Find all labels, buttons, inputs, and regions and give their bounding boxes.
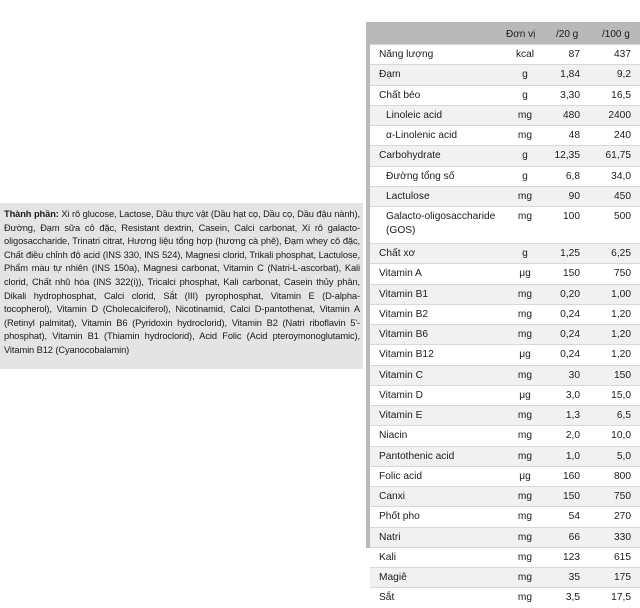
nutrient-unit: mg xyxy=(517,551,533,563)
nutrient-value-20g: 100 xyxy=(563,211,580,222)
nutrient-value-20g: 54 xyxy=(568,511,580,523)
nutrient-value-20g: 2,0 xyxy=(565,430,580,442)
nutrient-name: Vitamin B1 xyxy=(379,288,429,300)
ingredients-block xyxy=(0,203,363,369)
nutrient-unit: mg xyxy=(517,450,533,462)
nutrient-unit: mg xyxy=(517,410,533,421)
nutrition-row xyxy=(370,263,640,283)
nutrient-unit: μg xyxy=(519,268,531,280)
nutrient-name: Canxi xyxy=(379,491,406,502)
nutrition-header xyxy=(366,22,640,44)
header-per20: /20 g xyxy=(556,29,579,40)
nutrient-value-100g: 2400 xyxy=(608,109,631,121)
nutrition-row xyxy=(370,304,640,324)
nutrient-value-20g: 3,0 xyxy=(565,389,580,401)
nutrition-row xyxy=(370,186,640,206)
nutrient-value-100g: 1,00 xyxy=(611,288,631,300)
nutrient-unit: mg xyxy=(517,288,533,300)
nutrient-unit: g xyxy=(522,89,528,101)
nutrient-value-20g: 1,0 xyxy=(565,450,580,462)
nutrient-value-100g: 9,2 xyxy=(616,69,631,81)
nutrient-value-20g: 150 xyxy=(563,268,580,280)
nutrient-value-100g: 270 xyxy=(614,511,631,523)
nutrient-value-20g: 123 xyxy=(563,551,580,563)
nutrient-value-20g: 1,84 xyxy=(560,69,580,81)
nutrient-unit: g xyxy=(522,150,528,162)
nutrient-value-20g: 48 xyxy=(568,130,580,141)
nutrient-name: Vitamin E xyxy=(379,410,423,421)
nutrient-unit: μg xyxy=(519,389,531,401)
nutrition-row xyxy=(370,85,640,105)
header-unit: Đơn vị xyxy=(506,29,536,40)
nutrition-row xyxy=(370,365,640,385)
nutrient-value-20g: 3,5 xyxy=(565,592,580,604)
nutrient-name: Niacin xyxy=(379,430,408,442)
nutrient-value-20g: 90 xyxy=(568,190,580,202)
nutrient-name: Lactulose xyxy=(386,190,430,202)
nutrient-value-20g: 12,35 xyxy=(554,150,580,162)
nutrient-value-20g: 160 xyxy=(563,470,580,482)
nutrition-row xyxy=(370,527,640,547)
nutrient-value-100g: 175 xyxy=(614,572,631,583)
nutrient-value-20g: 1,3 xyxy=(565,410,580,421)
nutrient-name: Đạm xyxy=(379,69,401,81)
nutrition-row xyxy=(370,166,640,186)
nutrient-value-100g: 800 xyxy=(614,470,631,482)
nutrient-unit: mg xyxy=(517,329,533,340)
nutrient-value-100g: 750 xyxy=(614,491,631,502)
nutrient-unit: mg xyxy=(517,592,533,604)
nutrient-value-100g: 450 xyxy=(614,190,631,202)
header-per100: /100 g xyxy=(602,29,630,40)
nutrient-unit: g xyxy=(522,69,528,81)
nutrient-unit: mg xyxy=(517,531,533,543)
nutrient-value-20g: 0,24 xyxy=(560,349,580,361)
nutrient-name: Linoleic acid xyxy=(386,109,443,121)
nutrition-panel xyxy=(366,22,640,604)
nutrient-unit: mg xyxy=(517,109,533,121)
nutrient-name: Vitamin B2 xyxy=(379,308,429,320)
nutrient-value-20g: 3,30 xyxy=(560,89,580,101)
nutrient-unit: mg xyxy=(517,211,533,222)
nutrient-name: Chất béo xyxy=(379,89,421,101)
nutrient-value-20g: 0,24 xyxy=(560,308,580,320)
nutrient-unit: mg xyxy=(517,308,533,320)
nutrition-row xyxy=(370,344,640,364)
nutrient-name: Chất xơ xyxy=(379,248,416,259)
nutrition-row xyxy=(370,466,640,486)
nutrient-value-20g: 150 xyxy=(563,491,580,502)
nutrition-row xyxy=(370,64,640,84)
nutrient-name: Magiê xyxy=(379,572,407,583)
nutrient-value-20g: 0,24 xyxy=(560,329,580,340)
nutrient-value-100g: 10,0 xyxy=(611,430,631,442)
nutrient-value-20g: 87 xyxy=(568,49,580,60)
nutrient-value-100g: 500 xyxy=(614,211,631,222)
nutrient-value-100g: 615 xyxy=(614,551,631,563)
nutrient-name: Natri xyxy=(379,531,401,543)
nutrient-value-100g: 61,75 xyxy=(605,150,631,162)
nutrient-value-100g: 1,20 xyxy=(611,308,631,320)
nutrient-name: Folic acid xyxy=(379,470,423,482)
nutrient-unit: mg xyxy=(517,369,533,381)
nutrient-name: Vitamin B6 xyxy=(379,329,429,340)
nutrition-row xyxy=(370,446,640,466)
nutrient-unit: mg xyxy=(517,491,533,502)
nutrient-unit: mg xyxy=(517,190,533,202)
nutrient-unit: g xyxy=(522,170,528,182)
nutrient-value-100g: 330 xyxy=(614,531,631,543)
nutrient-unit: mg xyxy=(517,430,533,442)
nutrient-unit: g xyxy=(522,248,528,259)
nutrient-name: Năng lượng xyxy=(379,49,434,60)
nutrient-value-100g: 1,20 xyxy=(611,349,631,361)
nutrition-table xyxy=(370,44,640,608)
nutrient-unit: mg xyxy=(517,511,533,523)
nutrient-unit: kcal xyxy=(515,49,535,60)
nutrient-name: Vitamin C xyxy=(379,369,423,381)
nutrition-row xyxy=(370,145,640,165)
nutrient-name: Vitamin A xyxy=(379,268,422,280)
nutrient-value-100g: 437 xyxy=(614,49,631,60)
nutrition-row xyxy=(370,105,640,125)
nutrient-value-100g: 34,0 xyxy=(611,170,631,182)
nutrient-name: Phốt pho xyxy=(379,511,420,523)
nutrition-row xyxy=(370,506,640,526)
nutrient-value-20g: 6,8 xyxy=(565,170,580,182)
nutrition-row xyxy=(370,385,640,405)
nutrient-name: Vitamin B12 xyxy=(379,349,434,361)
nutrient-value-100g: 17,5 xyxy=(611,592,631,604)
nutrition-row xyxy=(370,125,640,145)
nutrient-value-100g: 150 xyxy=(614,369,631,381)
nutrition-row xyxy=(370,284,640,304)
nutrition-row xyxy=(370,587,640,607)
nutrient-name: Galacto-oligosaccharide (GOS) xyxy=(386,211,496,236)
nutrient-unit: μg xyxy=(519,349,531,361)
nutrition-row xyxy=(370,44,640,64)
nutrition-row xyxy=(370,324,640,344)
nutrient-name: α-Linolenic acid xyxy=(386,130,458,141)
nutrition-row xyxy=(370,567,640,587)
nutrient-value-100g: 16,5 xyxy=(611,89,631,101)
nutrient-value-20g: 480 xyxy=(563,109,580,121)
nutrient-unit: mg xyxy=(517,130,533,141)
nutrient-value-20g: 35 xyxy=(568,572,580,583)
nutrition-row xyxy=(370,425,640,445)
nutrition-row xyxy=(370,206,640,243)
nutrient-value-100g: 6,5 xyxy=(616,410,631,421)
ingredients-label: Thành phần: xyxy=(4,209,59,219)
nutrient-unit: mg xyxy=(517,572,533,583)
nutrition-row xyxy=(370,405,640,425)
nutrient-value-20g: 0,20 xyxy=(560,288,580,300)
nutrient-value-100g: 240 xyxy=(614,130,631,141)
nutrient-name: Kali xyxy=(379,551,396,563)
nutrient-name: Sắt xyxy=(379,592,395,604)
nutrient-name: Carbohydrate xyxy=(379,150,441,162)
nutrition-row xyxy=(370,547,640,567)
nutrient-value-100g: 1,20 xyxy=(611,329,631,340)
nutrition-row xyxy=(370,243,640,263)
nutrient-value-20g: 66 xyxy=(568,531,580,543)
nutrient-value-100g: 15,0 xyxy=(611,389,631,401)
nutrient-value-20g: 30 xyxy=(568,369,580,381)
nutrient-value-20g: 1,25 xyxy=(560,248,580,259)
nutrient-name: Vitamin D xyxy=(379,389,423,401)
ingredients-text: Xi rô glucose, Lactose, Dầu thực vật (Dầu hạt cọ, Dầu cọ, Dầu đậu nành), Đường, Đạm sữa cô đặc, Resistant dextrin, Casein, Calci carbonat, Xi rô galacto-oligosaccharide, Trinatri citrat, Hương liệu tổng hợp (hương cà phê), Đạm whey cô đặc, Chất điều chỉnh độ acid (INS 330, INS 524), Magnesi clorid, Trikali phosphat, Lactulose, Phẩm màu tự nhiên (INS 150a), Magnesi carbonat, Vitamin C (Natri-L-ascorbat), Kali clorid, Chất nhũ hóa (INS 322(i)), Tricalci phosphat, Kali carbonat, Casein thủy phân, Dikali hydrophosphat, Calci clorid, Sắt (III) pyrophosphat, Vitamin E (D-alpha-tocopherol), Vitamin D (Cholecalciferol), Nicotinamid, Calci D-pantothenat, Vitamin A (Retinyl palmitat), Vitamin B6 (Pyridoxin hydroclorid), Vitamin B2 (Natri riboflavin 5'-phosphat), Vitamin B1 (Thiamin hydroclorid), Acid Folic (Acid pteroymonoglutamic), Vitamin B12 (Cyanocobalamin) xyxy=(4,209,360,355)
nutrient-value-100g: 6,25 xyxy=(611,248,631,259)
nutrition-row xyxy=(370,486,640,506)
nutrient-name: Pantothenic acid xyxy=(379,450,455,462)
nutrient-unit: μg xyxy=(519,470,531,482)
nutrient-value-100g: 750 xyxy=(614,268,631,280)
nutrient-value-100g: 5,0 xyxy=(616,450,631,462)
nutrient-name: Đường tổng số xyxy=(386,170,455,182)
